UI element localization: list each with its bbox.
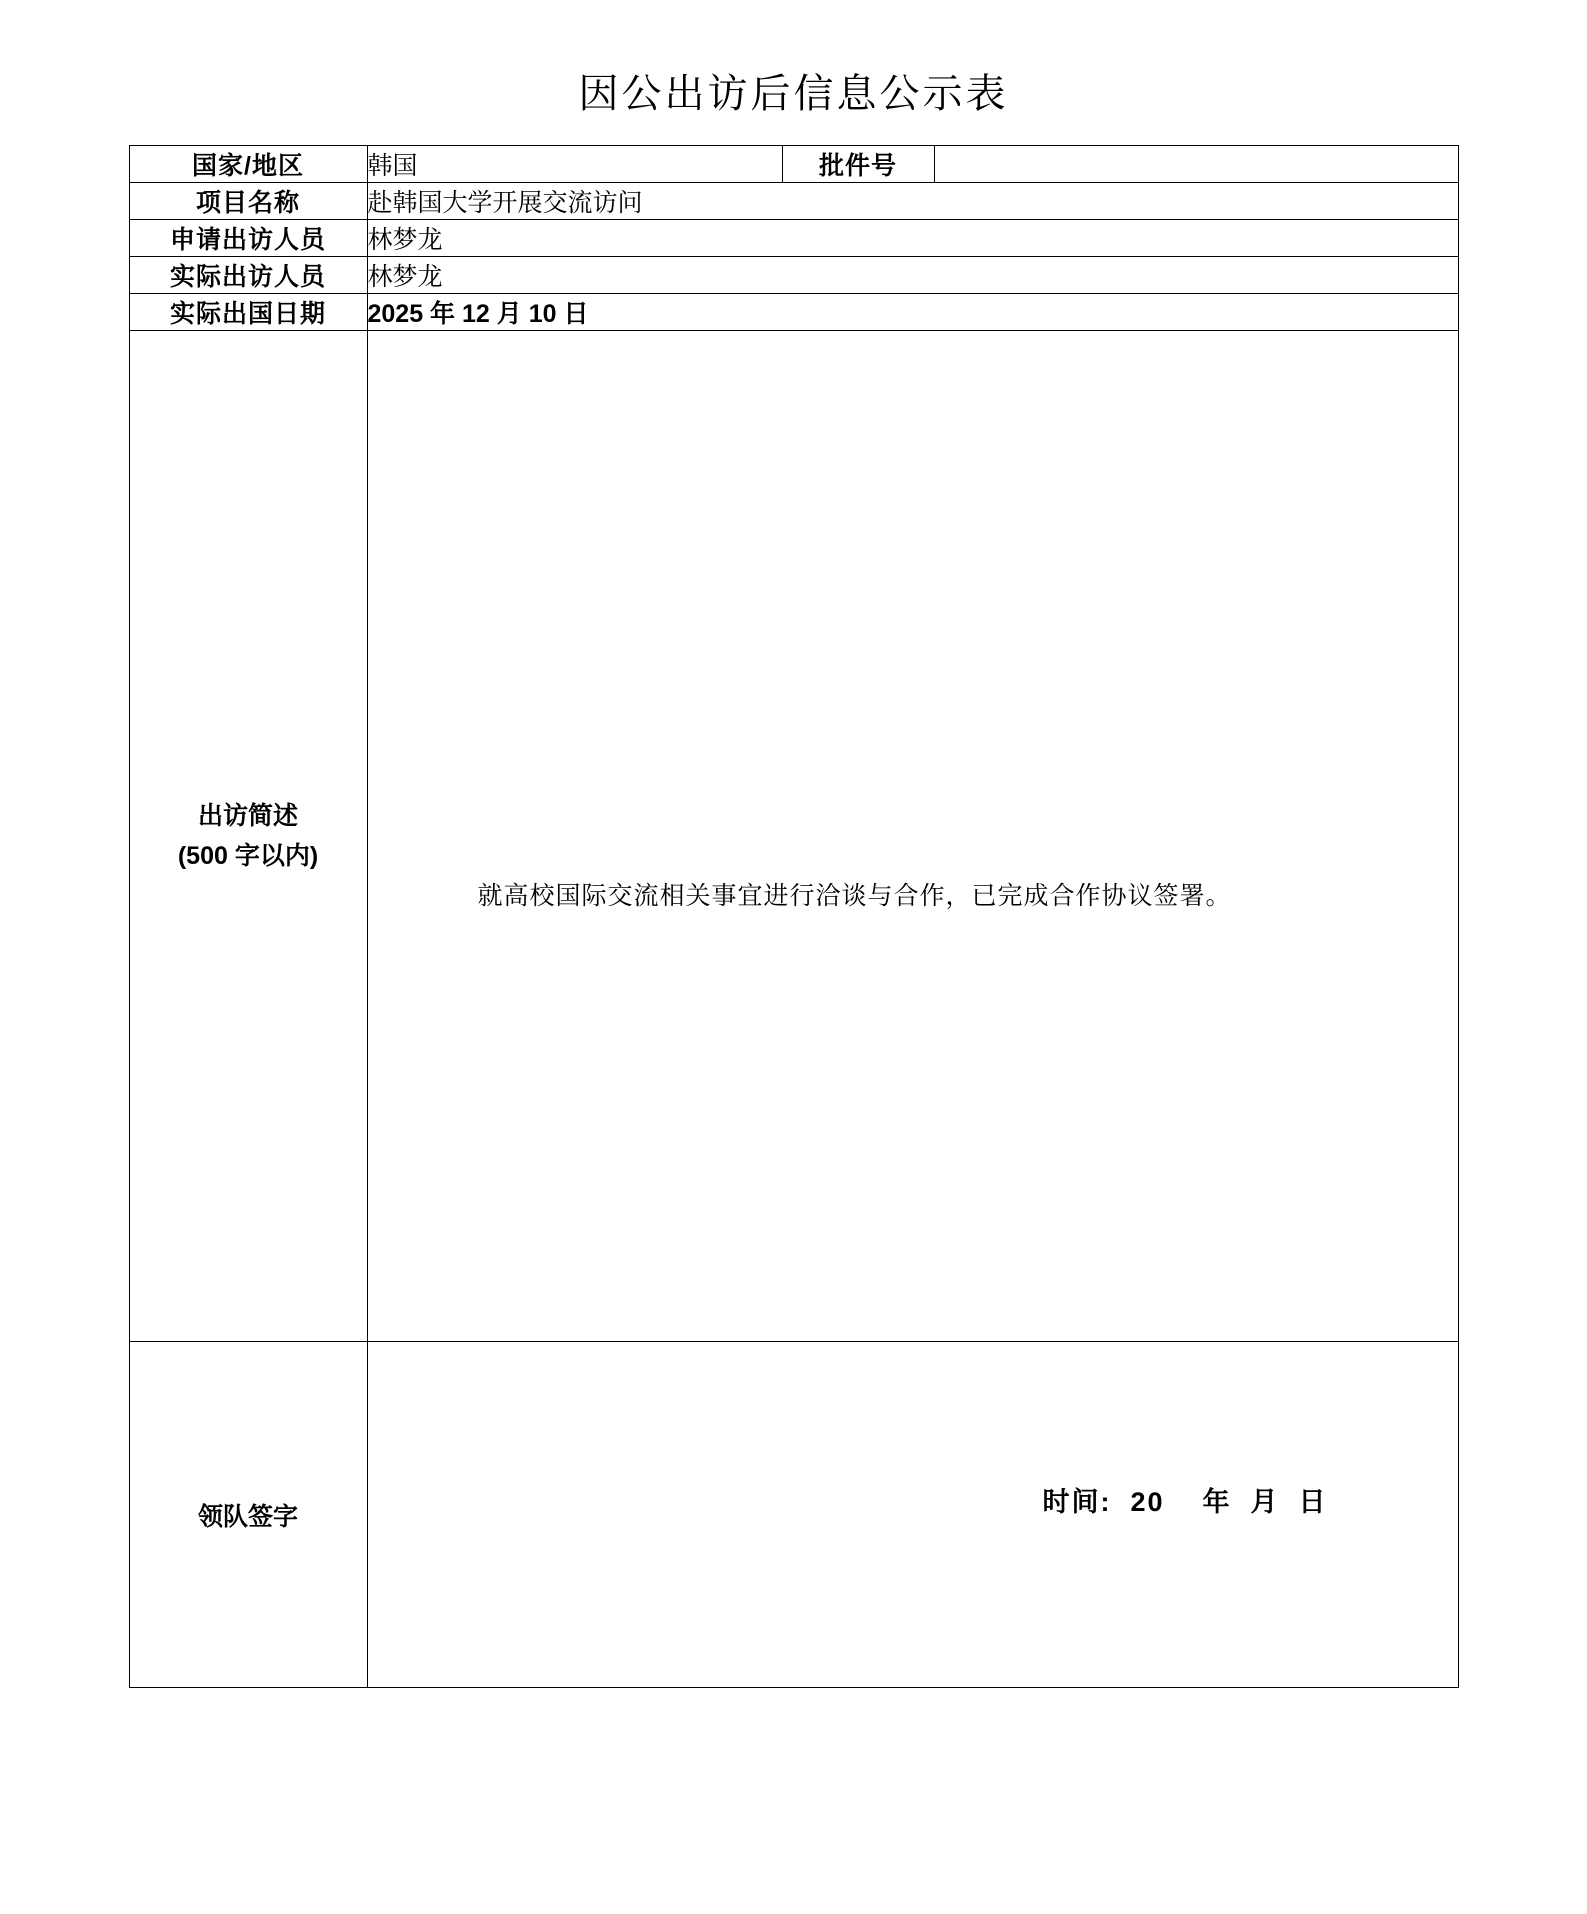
page-title: 因公出访后信息公示表 [578, 71, 1009, 117]
summary-label [129, 331, 367, 1342]
summary-label-line2: (500 字以内) [177, 842, 319, 870]
visit-disclosure-table [129, 145, 1459, 1688]
applicant-label: 申请出访人员 [129, 220, 367, 257]
summary-label-line1: 出访简述 [197, 802, 298, 830]
country-label: 国家/地区 [129, 146, 367, 183]
departure-date-label: 实际出国日期 [129, 294, 367, 331]
table-row-actual-person [129, 257, 1458, 294]
table-row-country [129, 146, 1458, 183]
table-row-signature [129, 1342, 1458, 1688]
actual-person-value[interactable]: 林梦龙 [367, 257, 1458, 294]
departure-date-value[interactable]: 2025 年 12 月 10 日 [367, 294, 1458, 331]
project-label: 项目名称 [129, 183, 367, 220]
project-value[interactable]: 赴韩国大学开展交流访问 [367, 183, 1458, 220]
table-row-applicant [129, 220, 1458, 257]
approval-no-label: 批件号 [782, 146, 934, 183]
signature-date-line: 时间: 20 年 月 日 [1042, 1487, 1328, 1517]
signature-label: 领队签字 [129, 1342, 367, 1688]
summary-body-cell[interactable] [367, 331, 1458, 1342]
approval-no-value[interactable] [934, 146, 1458, 183]
signature-area[interactable] [367, 1342, 1458, 1688]
table-row-departure-date [129, 294, 1458, 331]
table-row-summary [129, 331, 1458, 1342]
summary-text: 就高校国际交流相关事宜进行洽谈与合作，已完成合作协议签署。 [477, 881, 1232, 910]
table-row-project [129, 183, 1458, 220]
applicant-value[interactable]: 林梦龙 [367, 220, 1458, 257]
actual-person-label: 实际出访人员 [129, 257, 367, 294]
country-value[interactable]: 韩国 [367, 146, 782, 183]
